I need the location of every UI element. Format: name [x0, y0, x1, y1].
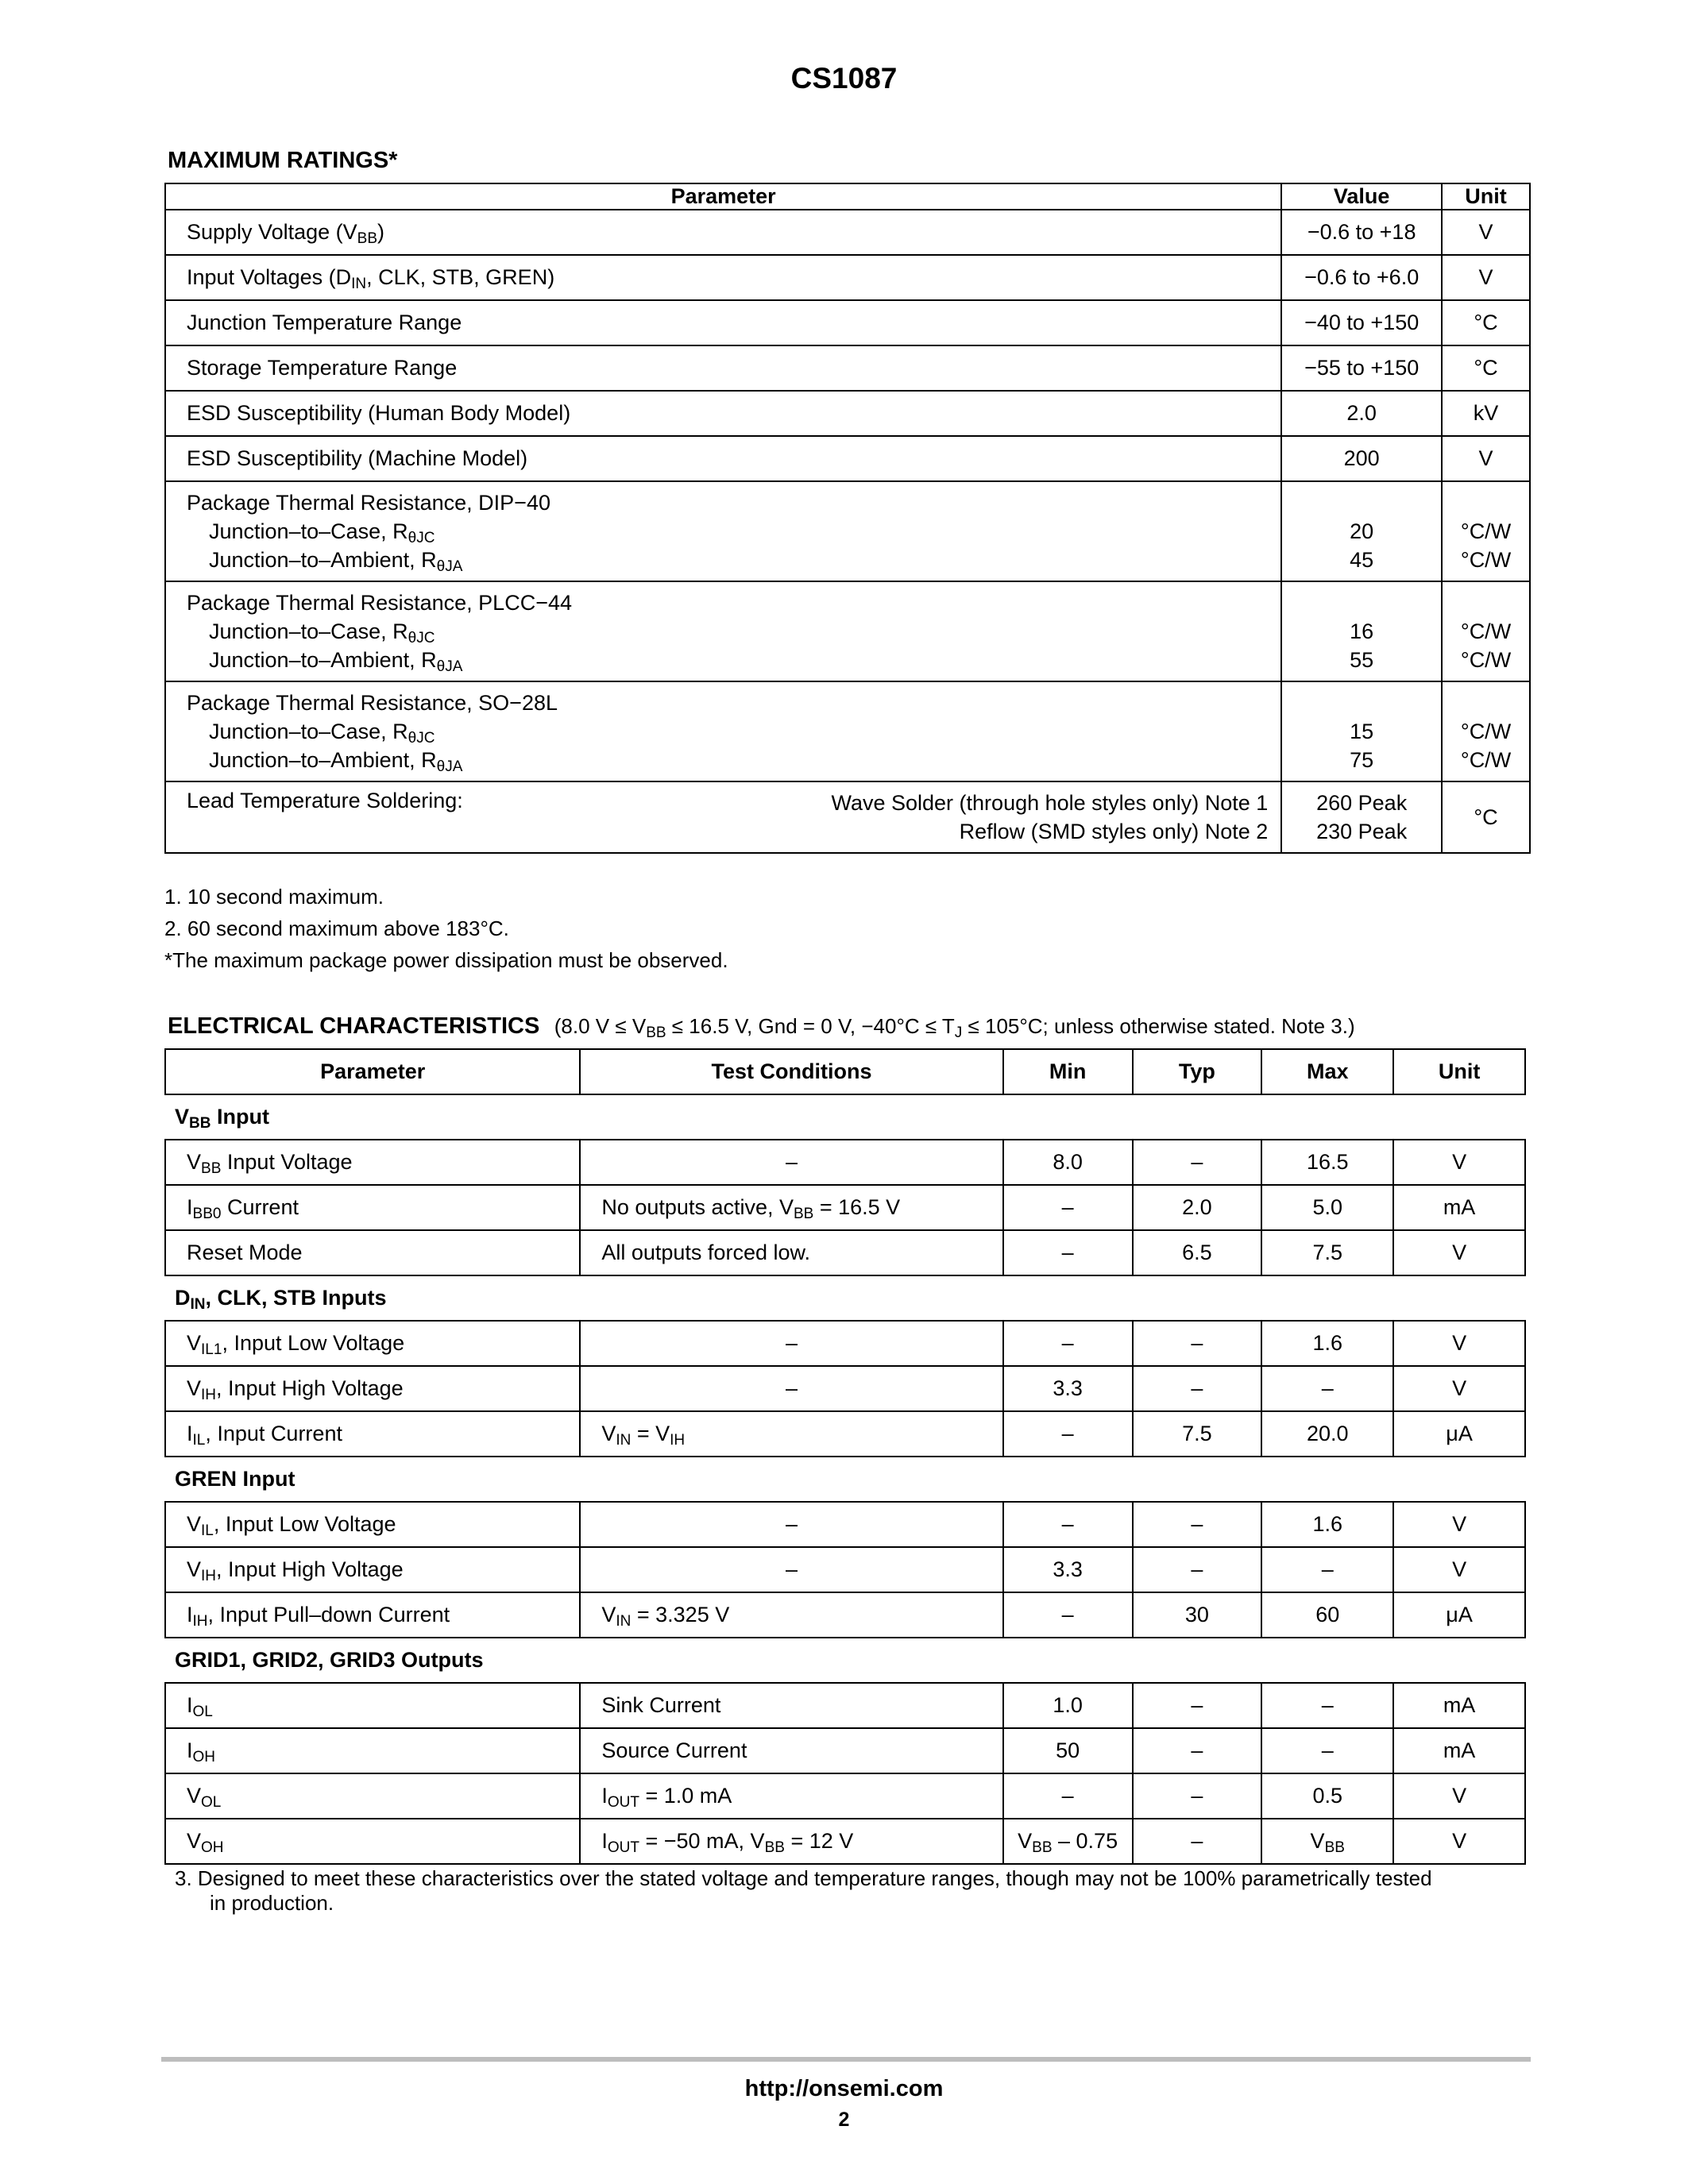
group-header-row	[165, 1094, 1525, 1140]
test-cond-cell: $V_{IN} = V_{IH}$	[580, 1411, 1002, 1457]
column-header: Parameter	[165, 1049, 580, 1094]
param-cell: Package Thermal Resistance, SO−28L Junction–to–Case, $R_{\theta JC}$ Junction–to–Ambient, $R_{\theta JA}$	[165, 681, 1281, 781]
min-cell: –	[1003, 1773, 1133, 1819]
table-row	[165, 1411, 1525, 1457]
typ-cell: –	[1133, 1773, 1262, 1819]
unit-cell: V	[1393, 1321, 1525, 1366]
test-cond-cell: Sink Current	[580, 1683, 1002, 1728]
unit-cell: °C/W °C/W	[1442, 581, 1530, 681]
unit-cell: V	[1393, 1366, 1525, 1411]
footnote: 1. 10 second maximum.	[164, 885, 384, 909]
unit-cell: V	[1393, 1773, 1525, 1819]
param-cell: $I_{OH}$	[165, 1728, 580, 1773]
test-cond-cell: –	[580, 1502, 1002, 1547]
param-cell: $V_{OH}$	[165, 1819, 580, 1864]
unit-cell: °C	[1442, 345, 1530, 391]
table-row	[165, 210, 1530, 255]
table-row	[165, 436, 1530, 481]
column-header: Unit	[1393, 1049, 1525, 1094]
typ-cell: –	[1133, 1728, 1262, 1773]
column-header: Typ	[1133, 1049, 1262, 1094]
max-cell: 1.6	[1261, 1502, 1393, 1547]
table-row	[165, 1773, 1525, 1819]
table-row	[165, 481, 1530, 581]
unit-cell: V	[1442, 210, 1530, 255]
electrical-heading-line	[168, 1013, 1355, 1040]
param-cell: Input Voltages ($D_{IN}$, CLK, STB, GREN)	[165, 255, 1281, 300]
max-cell: 7.5	[1261, 1230, 1393, 1275]
wave-solder-label: Wave Solder (through hole styles only) Note 1	[831, 791, 1269, 815]
unit-cell: V	[1393, 1502, 1525, 1547]
page-number: 2	[838, 2109, 850, 2131]
typ-cell: 30	[1133, 1592, 1262, 1638]
typ-cell: 7.5	[1133, 1411, 1262, 1457]
unit-cell: V	[1393, 1819, 1525, 1864]
test-cond-cell: –	[580, 1547, 1002, 1592]
typ-cell: 2.0	[1133, 1185, 1262, 1230]
min-cell: 3.3	[1003, 1547, 1133, 1592]
param-cell: $V_{IL1}$, Input Low Voltage	[165, 1321, 580, 1366]
max-cell: –	[1261, 1547, 1393, 1592]
value-cell: −0.6 to +6.0	[1281, 255, 1442, 300]
unit-cell: °C	[1442, 300, 1530, 345]
min-cell: $V_{BB} - 0.75$	[1003, 1819, 1133, 1864]
table-row	[165, 1819, 1525, 1864]
param-cell: ESD Susceptibility (Machine Model)	[165, 436, 1281, 481]
value-cell: 20 45	[1281, 481, 1442, 581]
table-row	[165, 1683, 1525, 1728]
unit-cell: V	[1393, 1230, 1525, 1275]
param-cell: $V_{IH}$, Input High Voltage	[165, 1547, 580, 1592]
min-cell: 1.0	[1003, 1683, 1133, 1728]
group-title: $V_{BB}$ Input	[165, 1094, 1525, 1140]
group-title: $D_{IN}$, CLK, STB Inputs	[165, 1275, 1525, 1321]
electrical-conditions: (8.0 $V \le V_{BB} \le 16.5$ V, Gnd = 0 V, $-40^\circ C \le T_J \le 105^\circ C$; unless otherwise stated. Note 3.)	[554, 1014, 1355, 1041]
test-cond-cell: Source Current	[580, 1728, 1002, 1773]
max-cell: –	[1261, 1366, 1393, 1411]
value-cell: −40 to +150	[1281, 300, 1442, 345]
table-row	[165, 300, 1530, 345]
table-row	[165, 1140, 1525, 1185]
min-cell: –	[1003, 1502, 1133, 1547]
column-header: Unit	[1442, 183, 1530, 210]
param-cell: $I_{OL}$	[165, 1683, 580, 1728]
unit-cell: μA	[1393, 1411, 1525, 1457]
max-cell: $V_{BB}$	[1261, 1819, 1393, 1864]
typ-cell: –	[1133, 1547, 1262, 1592]
table-header-row	[165, 183, 1530, 210]
max-cell: 16.5	[1261, 1140, 1393, 1185]
table-row	[165, 1547, 1525, 1592]
table-row	[165, 1230, 1525, 1275]
param-cell: $I_{BB0}$ Current	[165, 1185, 580, 1230]
group-header-row	[165, 1638, 1525, 1683]
typ-cell: 6.5	[1133, 1230, 1262, 1275]
param-cell	[165, 781, 1281, 853]
electrical-heading: ELECTRICAL CHARACTERISTICS	[168, 1013, 540, 1039]
unit-cell: mA	[1393, 1185, 1525, 1230]
table-row	[165, 581, 1530, 681]
max-cell: –	[1261, 1683, 1393, 1728]
typ-cell: –	[1133, 1683, 1262, 1728]
param-cell: $I_{IH}$, Input Pull–down Current	[165, 1592, 580, 1638]
typ-cell: –	[1133, 1366, 1262, 1411]
footer-divider	[161, 2057, 1531, 2062]
min-cell: 8.0	[1003, 1140, 1133, 1185]
typ-cell: –	[1133, 1321, 1262, 1366]
test-cond-cell: $I_{OUT} = 1.0$ mA	[580, 1773, 1002, 1819]
footnote-3	[175, 1866, 1525, 1916]
unit-cell: V	[1442, 436, 1530, 481]
test-cond-cell: –	[580, 1366, 1002, 1411]
unit-cell: μA	[1393, 1592, 1525, 1638]
unit-cell: °C	[1442, 781, 1530, 853]
footnote: 2. 60 second maximum above 183°C.	[164, 916, 509, 940]
min-cell: –	[1003, 1185, 1133, 1230]
footnote-3-line: in production.	[210, 1891, 334, 1915]
footnote: *The maximum package power dissipation must be observed.	[164, 948, 728, 972]
param-cell: Junction Temperature Range	[165, 300, 1281, 345]
unit-cell: °C/W °C/W	[1442, 681, 1530, 781]
max-ratings-heading: MAXIMUM RATINGS*	[168, 148, 398, 173]
param-cell: $V_{BB}$ Input Voltage	[165, 1140, 580, 1185]
footnote-3-line: 3. Designed to meet these characteristics over the stated voltage and temperature ranges, though may not be 100% parametrically tested	[175, 1866, 1432, 1890]
table-row	[165, 391, 1530, 436]
column-header: Parameter	[165, 183, 1281, 210]
unit-cell: °C/W °C/W	[1442, 481, 1530, 581]
param-cell: Reset Mode	[165, 1230, 580, 1275]
table-row	[165, 1321, 1525, 1366]
test-cond-cell: –	[580, 1140, 1002, 1185]
reflow-label: Reflow (SMD styles only) Note 2	[959, 820, 1269, 843]
table-row	[165, 1366, 1525, 1411]
unit-cell: V	[1393, 1547, 1525, 1592]
param-cell: Package Thermal Resistance, PLCC−44 Junction–to–Case, $R_{\theta JC}$ Junction–to–Ambient, $R_{\theta JA}$	[165, 581, 1281, 681]
max-cell: –	[1261, 1728, 1393, 1773]
group-title: GREN Input	[165, 1457, 1525, 1502]
max-cell: 20.0	[1261, 1411, 1393, 1457]
column-header: Value	[1281, 183, 1442, 210]
test-cond-cell: No outputs active, $V_{BB} = 16.5$ V	[580, 1185, 1002, 1230]
table-row	[165, 1592, 1525, 1638]
value-cell: 200	[1281, 436, 1442, 481]
unit-cell: kV	[1442, 391, 1530, 436]
value-cell: 16 55	[1281, 581, 1442, 681]
typ-cell: –	[1133, 1502, 1262, 1547]
test-cond-cell: –	[580, 1321, 1002, 1366]
table-row	[165, 681, 1530, 781]
min-cell: –	[1003, 1411, 1133, 1457]
min-cell: –	[1003, 1592, 1133, 1638]
param-cell: Supply Voltage $(V_{BB})$	[165, 210, 1281, 255]
column-header: Min	[1003, 1049, 1133, 1094]
value-cell: −55 to +150	[1281, 345, 1442, 391]
value-cell: 260 Peak 230 Peak	[1281, 781, 1442, 853]
column-header: Test Conditions	[580, 1049, 1002, 1094]
max-ratings-table	[164, 183, 1531, 854]
test-cond-cell: $I_{OUT} = -50$ mA, $V_{BB} = 12$ V	[580, 1819, 1002, 1864]
page-title: CS1087	[790, 62, 898, 95]
param-cell: Package Thermal Resistance, DIP−40 Junction–to–Case, $R_{\theta JC}$ Junction–to–Ambient, $R_{\theta JA}$	[165, 481, 1281, 581]
typ-cell: –	[1133, 1819, 1262, 1864]
column-header: Max	[1261, 1049, 1393, 1094]
max-cell: 1.6	[1261, 1321, 1393, 1366]
table-row	[165, 255, 1530, 300]
test-cond-cell: $V_{IN} = 3.325$ V	[580, 1592, 1002, 1638]
group-header-row	[165, 1275, 1525, 1321]
max-cell: 60	[1261, 1592, 1393, 1638]
param-cell: ESD Susceptibility (Human Body Model)	[165, 391, 1281, 436]
group-title: GRID1, GRID2, GRID3 Outputs	[165, 1638, 1525, 1683]
param-cell: $V_{OL}$	[165, 1773, 580, 1819]
value-cell: 15 75	[1281, 681, 1442, 781]
value-cell: −0.6 to +18	[1281, 210, 1442, 255]
table-header-row	[165, 1049, 1525, 1094]
unit-cell: mA	[1393, 1728, 1525, 1773]
min-cell: 3.3	[1003, 1366, 1133, 1411]
value-cell: 2.0	[1281, 391, 1442, 436]
min-cell: –	[1003, 1321, 1133, 1366]
table-row	[165, 1185, 1525, 1230]
table-row	[165, 781, 1530, 853]
param-cell: $V_{IL}$, Input Low Voltage	[165, 1502, 580, 1547]
unit-cell: V	[1393, 1140, 1525, 1185]
electrical-table	[164, 1048, 1526, 1865]
test-cond-cell: All outputs forced low.	[580, 1230, 1002, 1275]
table-row	[165, 345, 1530, 391]
min-cell: –	[1003, 1230, 1133, 1275]
max-cell: 0.5	[1261, 1773, 1393, 1819]
unit-cell: mA	[1393, 1683, 1525, 1728]
typ-cell: –	[1133, 1140, 1262, 1185]
min-cell: 50	[1003, 1728, 1133, 1773]
table-row	[165, 1502, 1525, 1547]
max-cell: 5.0	[1261, 1185, 1393, 1230]
lead-temp-label: Lead Temperature Soldering:	[187, 789, 463, 812]
param-cell: $I_{IL}$, Input Current	[165, 1411, 580, 1457]
param-cell: $V_{IH}$, Input High Voltage	[165, 1366, 580, 1411]
table-row	[165, 1728, 1525, 1773]
group-header-row	[165, 1457, 1525, 1502]
unit-cell: V	[1442, 255, 1530, 300]
param-cell: Storage Temperature Range	[165, 345, 1281, 391]
footer-url[interactable]: http://onsemi.com	[744, 2076, 944, 2101]
